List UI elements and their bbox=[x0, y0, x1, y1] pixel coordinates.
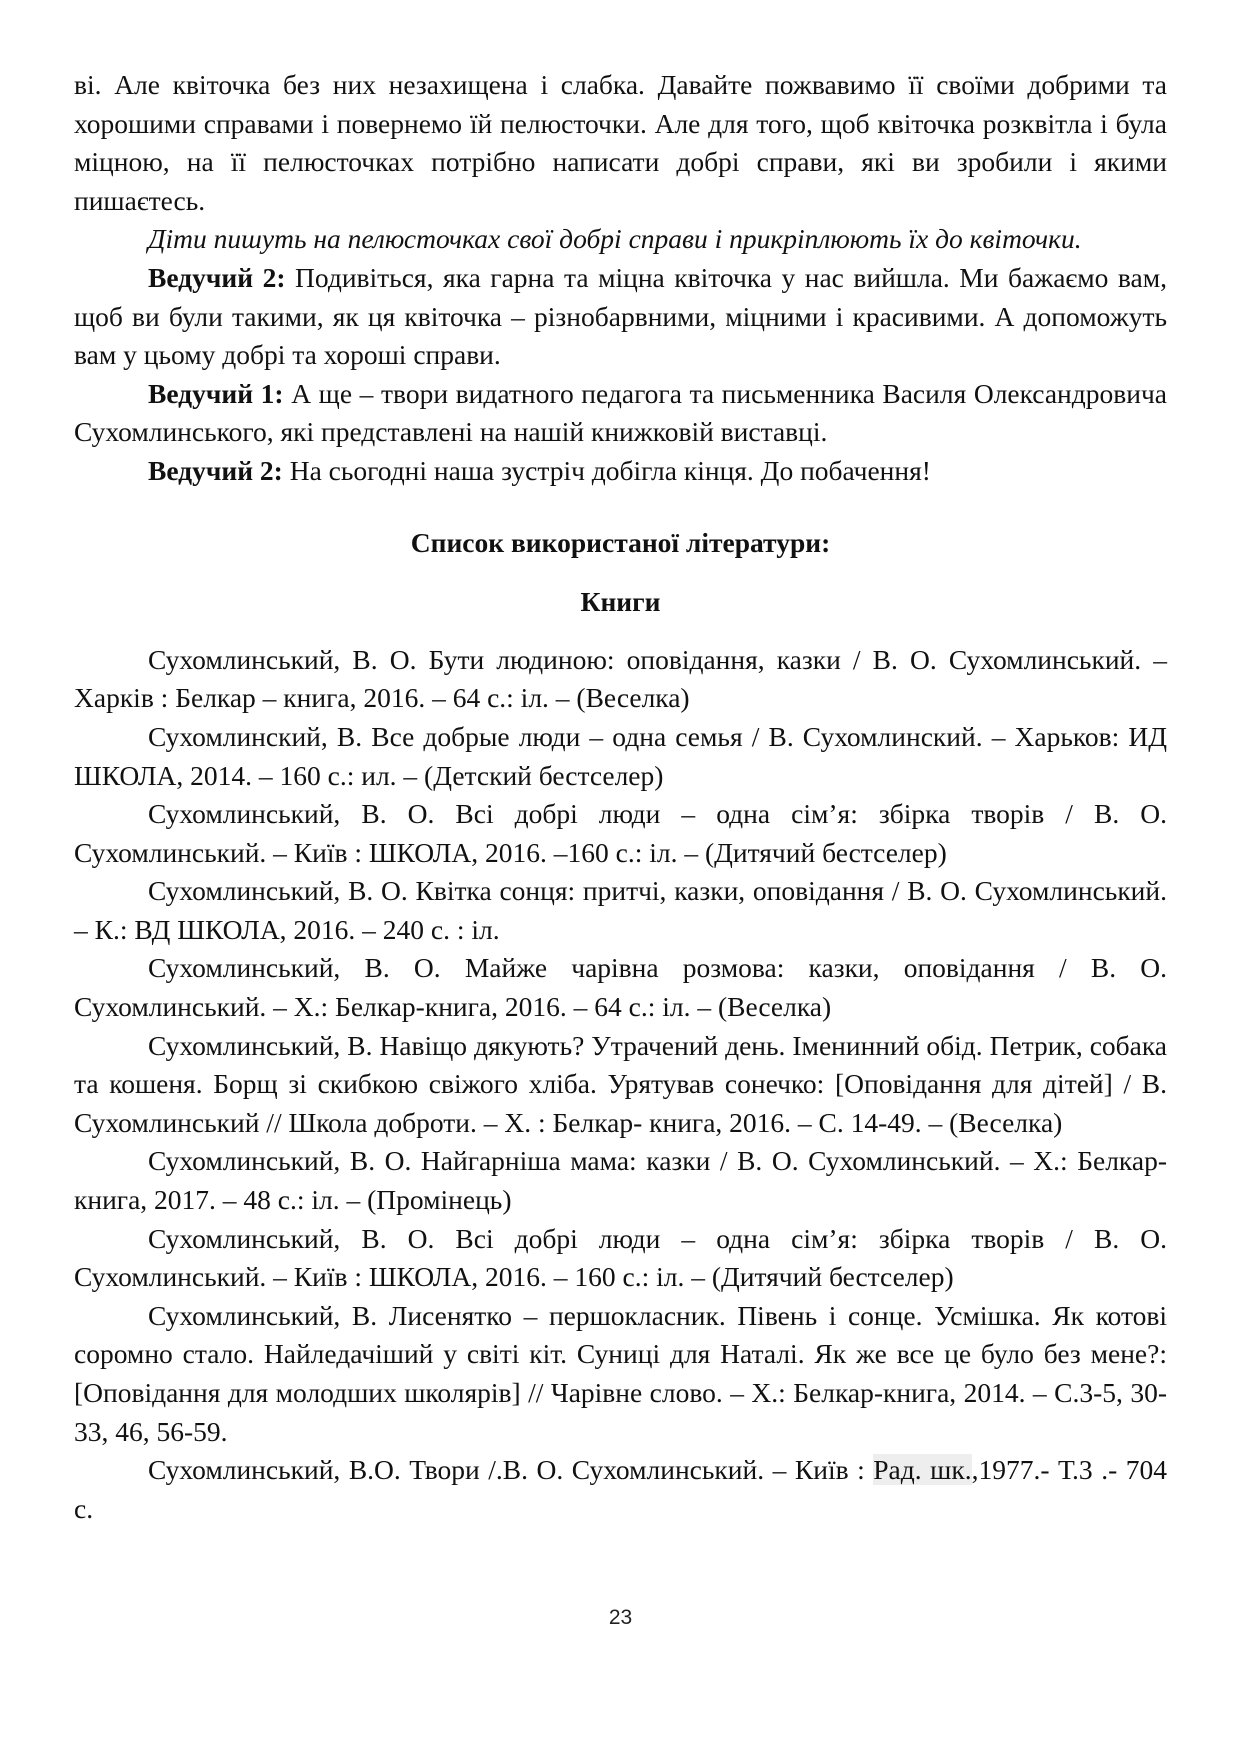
reference-item: Сухомлинський, В. О. Всі добрі люди – одна сім’я: збірка творів / В. О. Сухомлинський. – Київ : ШКОЛА, 2016. – 160 с.: іл. – (Дитячий бестселер) bbox=[74, 1222, 1167, 1293]
dialogue-line bbox=[74, 375, 1167, 452]
books-heading: Книги bbox=[580, 586, 661, 618]
dialogue-text: Подивіться, яка гарна та міцна квіточка у нас вийшла. Ми бажаємо вам, щоб ви були такими, як ця квіточка – різнобарвними, міцними і красивими. А допоможуть вам у цьому добрі та хороші справи. bbox=[74, 261, 1167, 371]
reference-item bbox=[74, 1451, 1167, 1528]
speaker-label: Ведучий 2: bbox=[148, 261, 286, 293]
reference-item: Сухомлинский, В. Все добрые люди – одна семья / В. Сухомлинский. – Харьков: ИД ШКОЛА, 2014. – 160 с.: ил. – (Детский бестселер) bbox=[74, 720, 1167, 791]
literature-heading: Список використаної літератури: bbox=[410, 526, 831, 558]
reference-text: Сухомлинський, В.О. Твори /.В. О. Сухомлинський. – Київ : bbox=[148, 1454, 874, 1486]
reference-item: Сухомлинський, В. О. Майже чарівна розмова: казки, оповідання / В. О. Сухомлинський. – Х.: Белкар-книга, 2016. – 64 с.: іл. – (Веселка) bbox=[74, 952, 1167, 1023]
stage-direction: Діти пишуть на пелюсточках свої добрі справи і прикріплюють їх до квіточки. bbox=[148, 223, 1082, 255]
highlighted-publisher: Рад. шк. bbox=[873, 1454, 972, 1486]
reference-item: Сухомлинський, В. О. Найгарніша мама: казки / В. О. Сухомлинський. – Х.: Белкар-книга, 2017. – 48 с.: іл. – (Промінець) bbox=[74, 1145, 1167, 1216]
dialogue-text: А ще – твори видатного педагога та письменника Василя Олександровича Сухомлинського, які представлені на нашій книжковій виставці. bbox=[74, 377, 1168, 448]
dialogue-line bbox=[74, 452, 1167, 491]
page-number: 23 bbox=[608, 1606, 633, 1629]
dialogue-line bbox=[74, 259, 1167, 375]
reference-item: Сухомлинський, В. Лисенятко – першокласник. Півень і сонце. Усмішка. Як котові соромно стало. Найледачіший у світі кіт. Суниці для Наталі. Як же все це було без мене?: [Оповідання для молодших школярів] // Чарівне слово. – Х.: Белкар-книга, 2014. – С.3-5, 30-33, 46, 56-59. bbox=[74, 1299, 1167, 1447]
reference-item: Сухомлинський, В. О. Бути людиною: оповідання, казки / В. О. Сухомлинський. – Харків : Белкар – книга, 2016. – 64 с.: іл. – (Веселка) bbox=[74, 643, 1167, 714]
reference-text: ,1977.- Т.3 .- 704 с. bbox=[74, 1454, 1168, 1524]
reference-item: Сухомлинський, В. О. Всі добрі люди – одна сім’я: збірка творів / В. О. Сухомлинський. – Київ : ШКОЛА, 2016. –160 с.: іл. – (Дитячий бестселер) bbox=[74, 798, 1167, 868]
speaker-label: Ведучий 1: bbox=[148, 377, 284, 409]
document-page bbox=[74, 66, 1167, 1528]
speaker-label: Ведучий 2: bbox=[148, 454, 283, 486]
reference-item: Сухомлинський, В. Навіщо дякують? Утрачений день. Іменинний обід. Петрик, собака та кошеня. Борщ зі скибкою свіжого хліба. Урятував сонечко: [Оповідання для дітей] / В. Сухомлинський // Школа доброти. – Х. : Белкар- книга, 2016. – С. 14-49. – (Веселка) bbox=[74, 1029, 1167, 1138]
dialogue-text: На сьогодні наша зустріч добігла кінця. До побачення! bbox=[282, 454, 931, 486]
reference-item: Сухомлинський, В. О. Квітка сонця: притчі, казки, оповідання / В. О. Сухомлинський. – К.: ВД ШКОЛА, 2016. – 240 с. : іл. bbox=[74, 875, 1167, 945]
intro-paragraph: ві. Але квіточка без них незахищена і слабка. Давайте пожвавимо її своїми добрими та хорошими справами і повернемо їй пелюсточки. Але для того, щоб квіточка розквітла і була міцною, на її пелюсточках потрібно написати добрі справи, які ви зробили і якими пишаєтесь. bbox=[74, 69, 1167, 216]
